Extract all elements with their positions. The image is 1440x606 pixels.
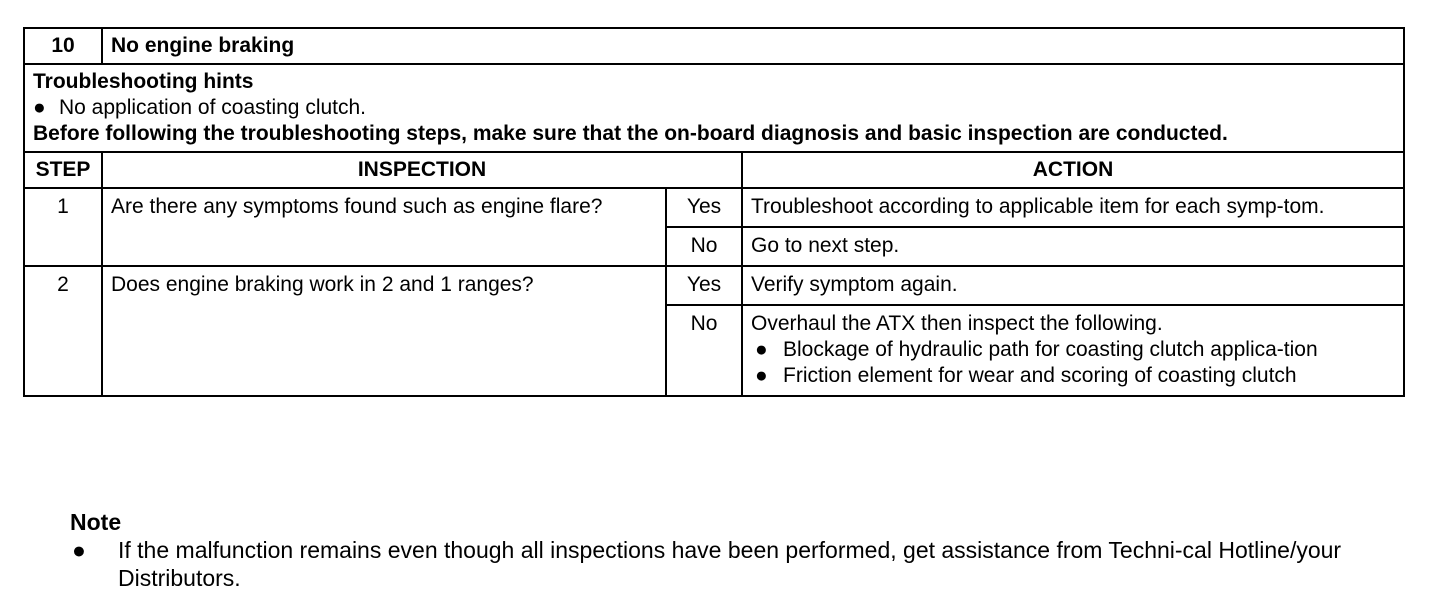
note-item bbox=[70, 536, 1390, 592]
yes-action: Troubleshoot according to applicable item for each symp-tom. bbox=[742, 188, 1404, 227]
section-title: No engine braking bbox=[102, 28, 1404, 64]
hints-item bbox=[33, 95, 1395, 121]
list-item-text: Blockage of hydraulic path for coasting clutch applica-tion bbox=[783, 338, 1318, 361]
no-action bbox=[742, 305, 1404, 396]
step-number: 1 bbox=[24, 188, 102, 266]
list-item bbox=[751, 363, 1395, 389]
column-header-row bbox=[24, 152, 1404, 188]
table-title-row bbox=[24, 28, 1404, 64]
list-item bbox=[751, 337, 1395, 363]
column-header-action: ACTION bbox=[742, 152, 1404, 188]
column-header-step: STEP bbox=[24, 152, 102, 188]
column-header-inspection: INSPECTION bbox=[102, 152, 742, 188]
section-number: 10 bbox=[24, 28, 102, 64]
no-action: Go to next step. bbox=[742, 227, 1404, 266]
hints-item-text: No application of coasting clutch. bbox=[59, 96, 367, 119]
troubleshooting-table bbox=[23, 27, 1405, 397]
yes-label: Yes bbox=[666, 266, 742, 305]
yes-label: Yes bbox=[666, 188, 742, 227]
no-action-intro: Overhaul the ATX then inspect the following. bbox=[751, 312, 1163, 335]
note-section bbox=[70, 508, 1390, 592]
step-number: 2 bbox=[24, 266, 102, 396]
hints-row bbox=[24, 64, 1404, 152]
step-inspection: Are there any symptoms found such as engine flare? bbox=[102, 188, 666, 266]
no-label: No bbox=[666, 305, 742, 396]
table-row bbox=[24, 266, 1404, 305]
note-title: Note bbox=[70, 509, 122, 535]
no-label: No bbox=[666, 227, 742, 266]
table-row bbox=[24, 188, 1404, 227]
bullet-icon: ● bbox=[33, 96, 46, 119]
step-inspection: Does engine braking work in 2 and 1 ranges? bbox=[102, 266, 666, 396]
list-item-text: Friction element for wear and scoring of coasting clutch bbox=[783, 364, 1297, 387]
bullet-icon: ● bbox=[72, 537, 86, 563]
hints-cell bbox=[24, 64, 1404, 152]
hints-warning: Before following the troubleshooting steps, make sure that the on-board diagnosis and basic inspection are conducted. bbox=[33, 122, 1228, 145]
note-text: If the malfunction remains even though all inspections have been performed, get assistance from Techni-cal Hotline/your Distributors. bbox=[118, 537, 1342, 591]
yes-action: Verify symptom again. bbox=[742, 266, 1404, 305]
bullet-icon: ● bbox=[755, 364, 768, 387]
bullet-icon: ● bbox=[755, 338, 768, 361]
hints-title: Troubleshooting hints bbox=[33, 70, 254, 93]
